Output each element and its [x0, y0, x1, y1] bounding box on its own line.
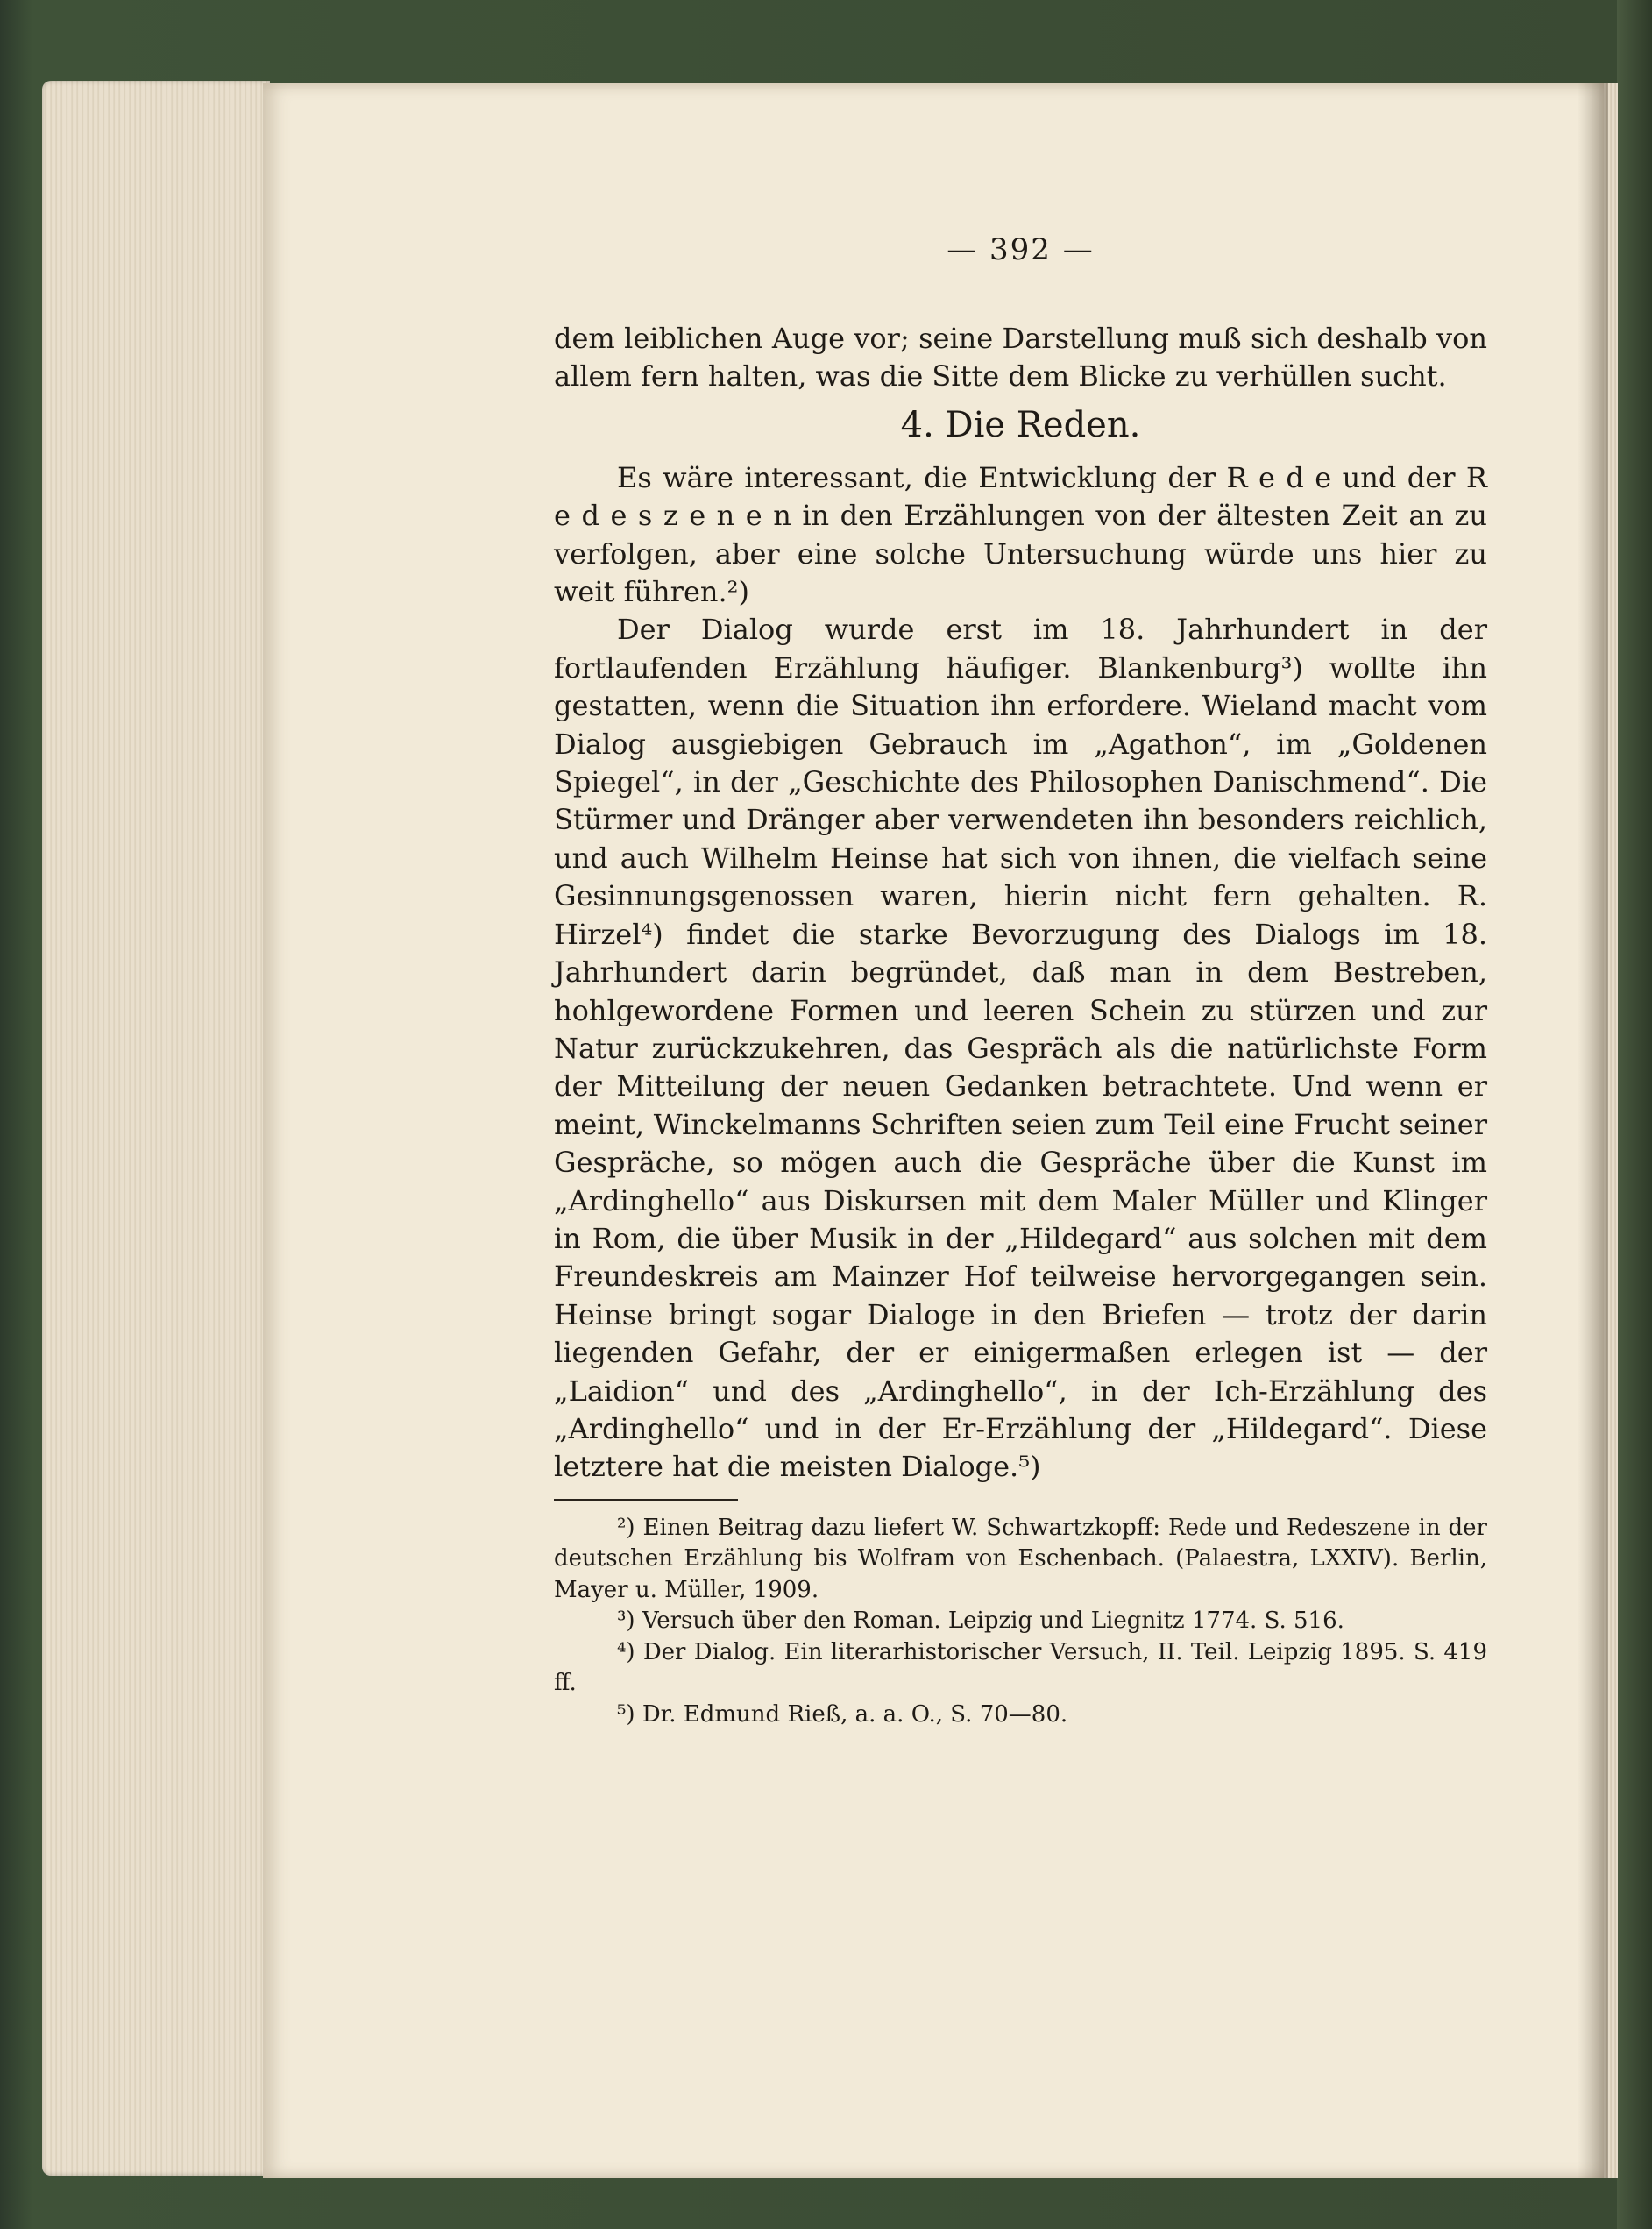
footnote-5: ⁵) Dr. Edmund Rieß, a. a. O., S. 70—80.: [617, 1700, 1068, 1728]
page-number: — 392 —: [947, 232, 1095, 267]
footnote-2: ²) Einen Beitrag dazu liefert W. Schwartzkopff: Rede und Redeszene in der deutschen Erzählung bis Wolfram von Eschenbach. (Palaestra, LXXIV). Berlin, Mayer u. Müller, 1909.: [554, 1514, 1487, 1603]
paragraph-reden: Es wäre interessant, die Entwicklung der R e d e und der R e d e s z e n e n in den Erzählungen von der ältesten Zeit an zu verfolgen, aber eine solche Untersuchung würde uns hier zu weit führen.²): [554, 460, 1487, 609]
gutter-shadow: [1578, 83, 1608, 2178]
paragraph-dialog: Der Dialog wurde erst im 18. Jahrhundert in der fortlaufenden Erzählung häufiger. Blankenburg³) wollte ihn gestatten, wenn die Situation ihn erfordere. Wieland macht vom Dialog ausgiebigen Gebrauch im „Agathon“, im „Goldenen Spiegel“, in der „Geschichte des Philosophen Danischmend“. Die Stürmer und Dränger aber verwendeten ihn besonders reichlich, und auch Wilhelm Heinse hat sich von ihnen, die vielfach seine Gesinnungsgenossen waren, hierin nicht fern gehalten. R. Hirzel⁴) findet die starke Bevorzugung des Dialogs im 18. Jahrhundert darin begründet, daß man in dem Bestreben, hohlgewordene Formen und leeren Schein zu stürzen und zur Natur zurückzukehren, das Gespräch als die natürlichste Form der Mitteilung der neuen Gedanken betrachtete. Und wenn er meint, Winckelmanns Schriften seien zum Teil eine Frucht seiner Gespräche, so mögen auch die Gespräche über die Kunst im „Ardinghello“ aus Diskursen mit dem Maler Müller und Klinger in Rom, die über Musik in der „Hildegard“ aus solchen mit dem Freundeskreis am Mainzer Hof teilweise hervorgegangen sein. Heinse bringt sogar Dialoge in den Briefen — trotz der darin liegenden Gefahr, der er einigermaßen erlegen ist — der „Laidion“ und des „Ardinghello“, in der Ich-Erzählung des „Ardinghello“ und in der Er-Erzählung der „Hildegard“. Diese letztere hat die meisten Dialoge.⁵): [554, 613, 1487, 1484]
footnote-rule: [554, 1499, 738, 1501]
page-text: [554, 232, 1487, 1730]
paragraph-intro: dem leiblichen Auge vor; seine Darstellung muß sich deshalb von allem fern halten, was die Sitte dem Blicke zu verhüllen sucht.: [554, 322, 1487, 394]
footnote-4: ⁴) Der Dialog. Ein literarhistorischer Versuch, II. Teil. Leipzig 1895. S. 419 ff.: [554, 1638, 1487, 1697]
footnotes: [554, 1513, 1487, 1731]
footnote-3: ³) Versuch über den Roman. Leipzig und Liegnitz 1774. S. 516.: [617, 1608, 1344, 1635]
page-stack-left: [42, 81, 270, 2176]
section-heading: 4. Die Reden.: [900, 404, 1141, 445]
book-cover-edge: [1617, 0, 1652, 2229]
